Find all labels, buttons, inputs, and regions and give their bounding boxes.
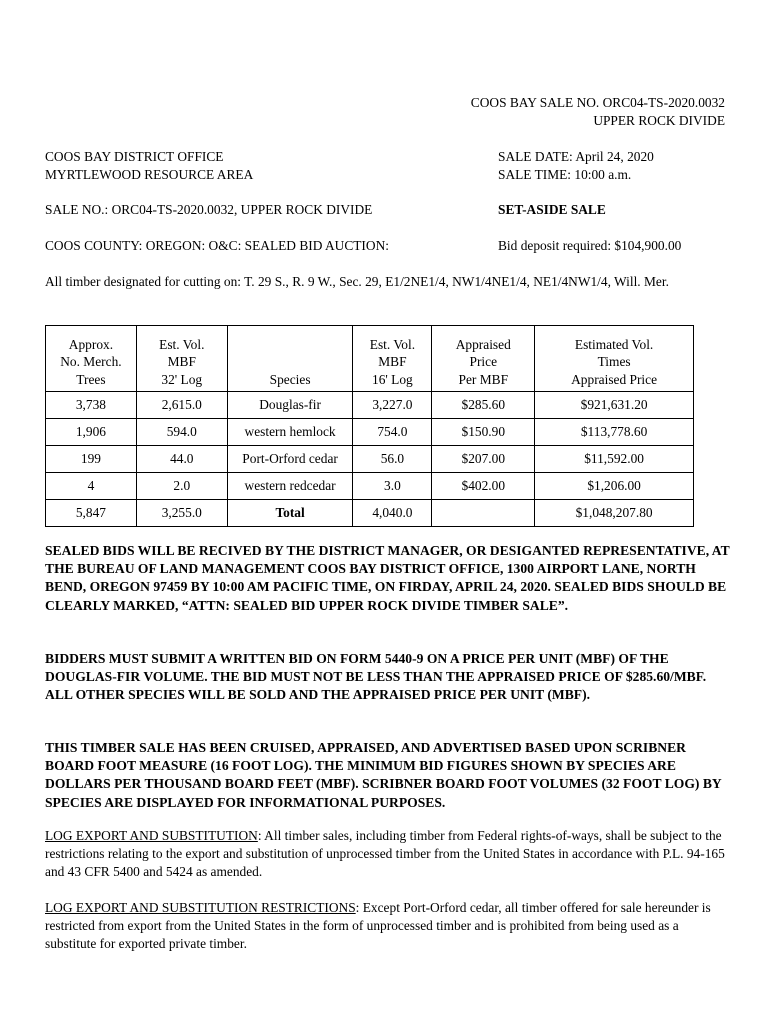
log-export-body: : All timber sales, including timber from Federal rights-of-ways, shall be subject to the restrictions relating to the export and substitution of unprocessed timber from the United States in accordance with P.L. 94-165 and 43 CFR 5400 and 5424 as amended. [45,828,725,879]
log-export-paragraph [45,827,730,881]
column-header-volume-32ft: Est. Vol. MBF 32' Log [136,326,227,392]
restrictions-heading: LOG EXPORT AND SUBSTITUTION RESTRICTIONS [45,900,356,915]
column-header-appraised-price: Appraised Price Per MBF [432,326,535,392]
cell-price: $150.90 [432,419,535,446]
cell-volume-16ft: 56.0 [353,446,432,473]
cell-trees: 3,738 [46,392,137,419]
sale-name: UPPER ROCK DIVIDE [593,113,725,128]
restrictions-body: : Except Port-Orford cedar, all timber offered for sale hereunder is restricted from export from the United States in the form of unprocessed timber and is prohibited from being used as a substitute for exported private timber. [45,900,711,951]
resource-area: MYRTLEWOOD RESOURCE AREA [45,167,254,182]
cell-estimated-total: $11,592.00 [535,446,694,473]
cell-volume-16ft: 3,227.0 [353,392,432,419]
column-header-estimated-total: Estimated Vol. Times Appraised Price [535,326,694,392]
cell-volume-32ft: 44.0 [136,446,227,473]
column-header-volume-16ft: Est. Vol. MBF 16' Log [353,326,432,392]
restrictions-paragraph [45,899,730,953]
column-header-trees: Approx. No. Merch. Trees [46,326,137,392]
cell-volume-16ft: 3.0 [353,473,432,500]
cell-species: western hemlock [227,419,353,446]
cell-species: Port-Orford cedar [227,446,353,473]
sealed-bids-notice: SEALED BIDS WILL BE RECIVED BY THE DISTRICT MANAGER, OR DESIGANTED REPRESENTATIVE, AT THE BUREAU OF LAND MANAGEMENT COOS BAY DISTRICT OFFICE, 1300 AIRPORT LANE, NORTH BEND, OREGON 97459 BY 10:00 AM PACIFIC TIME, ON FIRDAY, APRIL 24, 2020. SEALED BIDS SHOULD BE CLEARLY MARKED, “ATTN: SEALED BID UPPER ROCK DIVIDE TIMBER SALE”. [45,543,730,613]
column-header-species: Species [227,326,353,392]
total-estimated: $1,048,207.80 [535,500,694,527]
cell-volume-32ft: 2,615.0 [136,392,227,419]
timber-designation: All timber designated for cutting on: T. 29 S., R. 9 W., Sec. 29, E1/2NE1/4, NW1/4NE1/4, NE1/4NW1/4, Will. Mer. [45,274,669,289]
cell-volume-32ft: 2.0 [136,473,227,500]
log-export-heading: LOG EXPORT AND SUBSTITUTION [45,828,258,843]
sale-reference: COOS BAY SALE NO. ORC04-TS-2020.0032 [470,95,725,110]
table-row [46,392,694,419]
sale-date: SALE DATE: April 24, 2020 [498,149,654,164]
county-line: COOS COUNTY: OREGON: O&C: SEALED BID AUCTION: [45,238,389,253]
total-trees: 5,847 [46,500,137,527]
cell-price: $207.00 [432,446,535,473]
cell-price: $285.60 [432,392,535,419]
district-office: COOS BAY DISTRICT OFFICE [45,149,224,164]
cell-species: western redcedar [227,473,353,500]
cruised-notice: THIS TIMBER SALE HAS BEEN CRUISED, APPRAISED, AND ADVERTISED BASED UPON SCRIBNER BOARD FOOT MEASURE (16 FOOT LOG). THE MINIMUM BID FIGURES SHOWN BY SPECIES ARE DOLLARS PER THOUSAND BOARD FEET (MBF). SCRIBNER BOARD FOOT VOLUMES (32 FOOT LOG) BY SPECIES ARE DISPLAYED FOR INFORMATIONAL PURPOSES. [45,740,722,810]
timber-volume-table [45,325,694,527]
bidders-notice: BIDDERS MUST SUBMIT A WRITTEN BID ON FORM 5440-9 ON A PRICE PER UNIT (MBF) OF THE DOUGLAS-FIR VOLUME. THE BID MUST NOT BE LESS THAN THE APPRAISED PRICE OF $285.60/MBF. ALL OTHER SPECIES WILL BE SOLD AND THE APPRAISED PRICE PER UNIT (MBF). [45,651,707,703]
total-price [432,500,535,527]
set-aside-label: SET-ASIDE SALE [498,202,606,217]
total-volume-16ft: 4,040.0 [353,500,432,527]
bid-deposit: Bid deposit required: $104,900.00 [498,238,682,253]
cell-estimated-total: $113,778.60 [535,419,694,446]
total-volume-32ft: 3,255.0 [136,500,227,527]
cell-species: Douglas-fir [227,392,353,419]
cell-price: $402.00 [432,473,535,500]
table-total-row [46,500,694,527]
table-row [46,419,694,446]
cell-trees: 4 [46,473,137,500]
cell-volume-32ft: 594.0 [136,419,227,446]
table-row [46,446,694,473]
cell-estimated-total: $921,631.20 [535,392,694,419]
cell-estimated-total: $1,206.00 [535,473,694,500]
cell-trees: 199 [46,446,137,473]
sale-time: SALE TIME: 10:00 a.m. [498,167,632,182]
sale-number: SALE NO.: ORC04-TS-2020.0032, UPPER ROCK DIVIDE [45,202,373,217]
total-label: Total [227,500,353,527]
table-header-row [46,326,694,392]
cell-trees: 1,906 [46,419,137,446]
table-row [46,473,694,500]
cell-volume-16ft: 754.0 [353,419,432,446]
